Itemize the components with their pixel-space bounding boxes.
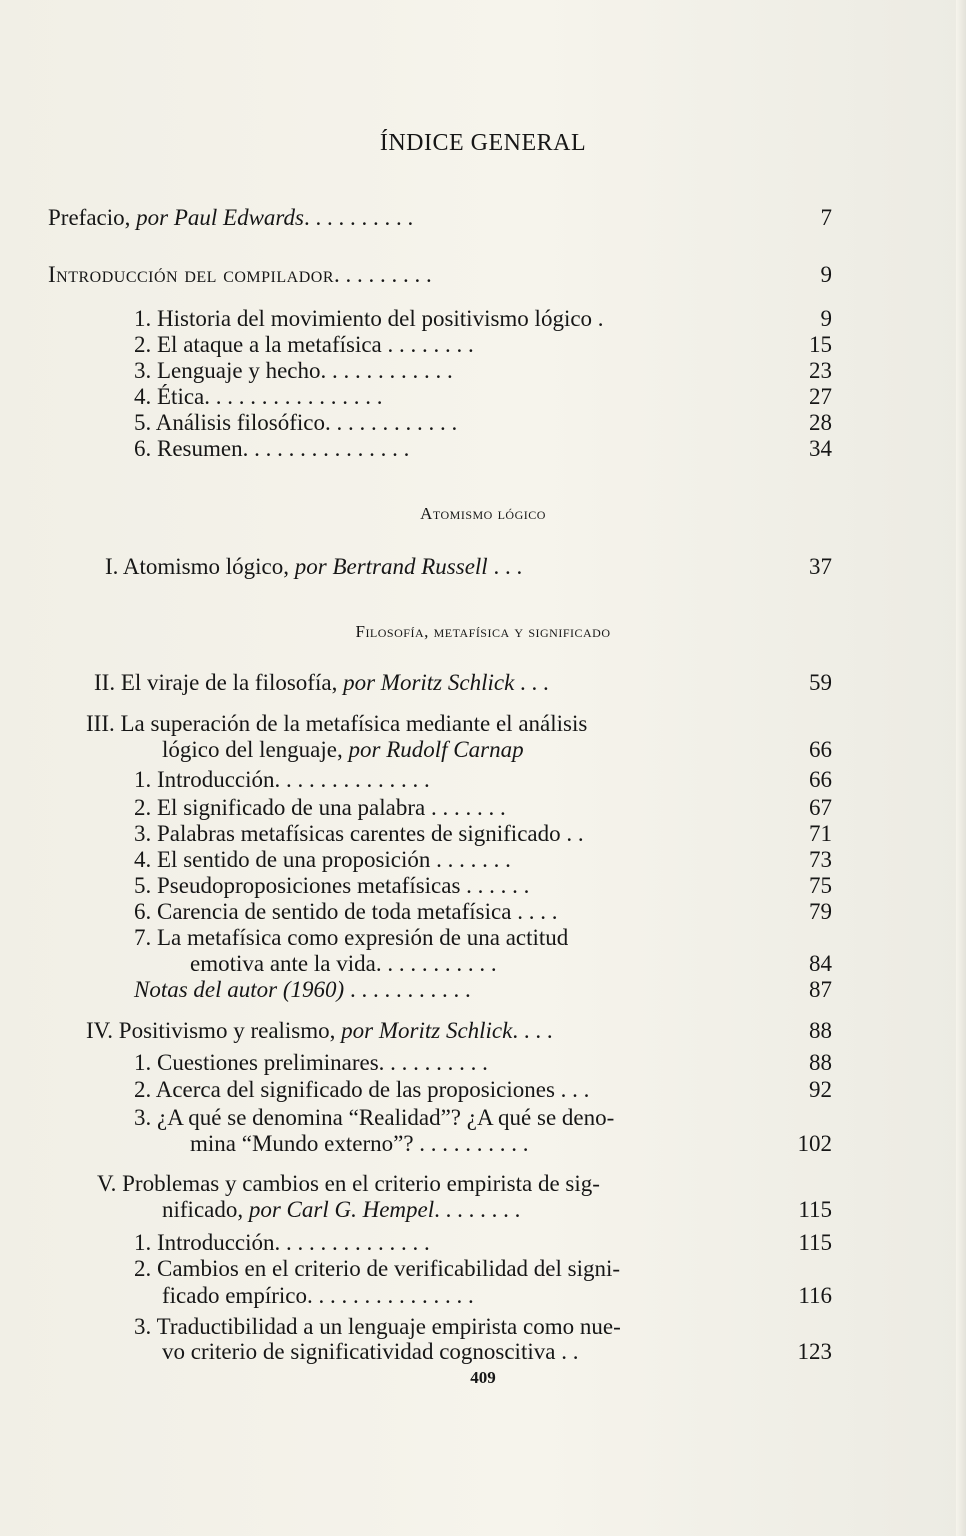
entry-label: Prefacio, — [48, 205, 137, 230]
entry-label: 3. Palabras metafísicas carentes de significado — [134, 821, 561, 846]
leader-dots: . . . . . . . . . . . — [344, 977, 471, 1002]
page-number: 102 — [797, 1131, 832, 1156]
entry-label: vo criterio de significatividad cognoscitiva — [162, 1339, 556, 1364]
page-number: 88 — [809, 1018, 832, 1043]
entry-label: 3. Traductibilidad a un lenguaje empirista como nue- — [134, 1314, 621, 1339]
page-number: 7 — [820, 205, 832, 230]
leader-dots: . . . . . . . . — [434, 1197, 521, 1222]
leader-dots: . — [592, 306, 604, 331]
leader-dots: . . . . . . . . — [381, 332, 474, 357]
leader-dots: . . . . . . . . . . . . . . — [274, 767, 430, 792]
entry-author: por Rudolf Carnap — [348, 737, 524, 762]
entry-label: lógico del lenguaje, — [162, 737, 349, 762]
entry-label: 5. Pseudoproposiciones metafísicas — [134, 873, 461, 898]
entry-label: 1. Cuestiones preliminares — [134, 1050, 379, 1075]
leader-dots: . . . . . . . . . . . . . . . . — [204, 384, 383, 409]
leader-dots: . . — [555, 1339, 579, 1364]
page-number: 115 — [798, 1197, 832, 1222]
leader-dots: . . . . . . . . . . . . . . — [274, 1230, 430, 1255]
entry-label: 3. ¿A qué se denomina “Realidad”? ¿A qué se deno- — [134, 1105, 615, 1130]
entry-label: III. La superación de la metafísica mediante el análisis — [86, 711, 588, 736]
entry-label: 4. Ética — [134, 384, 205, 409]
page-folio: 409 — [470, 1368, 496, 1387]
entry-label: emotiva ante la vida — [190, 951, 376, 976]
page-number: 9 — [820, 306, 832, 331]
page-number: 87 — [809, 977, 832, 1002]
entry-label: Introducción del compilador — [48, 262, 334, 287]
entry-label: 6. Resumen — [134, 436, 243, 461]
leader-dots: . . . . . . . . . . . . . . . — [306, 1283, 474, 1308]
leader-dots: . . . . . . . — [430, 847, 511, 872]
entry-label: 5. Análisis filosófico — [134, 410, 326, 435]
entry-label: 1. Introducción — [134, 767, 275, 792]
page-number: 84 — [809, 951, 832, 976]
entry-label: ficado empírico — [162, 1283, 307, 1308]
page-number: 9 — [820, 262, 832, 287]
entry-label: 1. Historia del movimiento del positivismo lógico — [134, 306, 593, 331]
page-number: 75 — [809, 873, 832, 898]
page-number: 59 — [809, 670, 832, 695]
entry-author: por Moritz Schlick — [343, 670, 515, 695]
page-number: 123 — [797, 1339, 832, 1364]
entry-label: II. El viraje de la filosofía, — [94, 670, 344, 695]
page-number: 37 — [809, 554, 832, 579]
leader-dots: . . — [560, 821, 584, 846]
entry-label: V. Problemas y cambios en el criterio empirista de sig- — [97, 1171, 600, 1196]
leader-dots: . . . . . . . . . . . . . . . — [242, 436, 410, 461]
leader-dots: . . . . . . — [460, 873, 530, 898]
page-number: 88 — [809, 1050, 832, 1075]
entry-author: por Bertrand Russell — [294, 554, 488, 579]
page-number: 34 — [809, 436, 832, 461]
leader-dots: . . . . — [511, 899, 558, 924]
entry-label: 2. Cambios en el criterio de verificabilidad del signi- — [134, 1256, 621, 1281]
page-number: 115 — [798, 1230, 832, 1255]
page-title: ÍNDICE GENERAL — [379, 130, 587, 156]
section-heading-atomismo: Atomismo lógico — [420, 504, 546, 523]
page-number: 73 — [809, 847, 832, 872]
leader-dots: . . . — [487, 554, 523, 579]
entry-label: mina “Mundo externo”? — [190, 1131, 414, 1156]
leader-dots: . . . . . . . . . . . . — [320, 358, 453, 383]
leader-dots: . . . . . . . . . . — [413, 1131, 529, 1156]
entry-label: 2. Acerca del significado de las proposiciones — [134, 1077, 555, 1102]
page-number: 23 — [809, 358, 832, 383]
page-number: 27 — [809, 384, 832, 409]
leader-dots: . . . . . . . . . . — [303, 205, 414, 230]
page-number: 66 — [809, 737, 832, 762]
section-heading-filosofia: Filosofía, metafísica y significado — [355, 622, 611, 641]
entry-author: por Paul Edwards — [136, 205, 304, 230]
page-number: 71 — [809, 821, 832, 846]
leader-dots: . . . — [554, 1077, 590, 1102]
page-number: 79 — [809, 899, 832, 924]
entry-label: 7. La metafísica como expresión de una actitud — [134, 925, 569, 950]
entry-label: 1. Introducción — [134, 1230, 275, 1255]
page-number: 28 — [809, 410, 832, 435]
entry-label: 6. Carencia de sentido de toda metafísica — [134, 899, 512, 924]
page-number: 15 — [809, 332, 832, 357]
entry-label: 4. El sentido de una proposición — [134, 847, 431, 872]
leader-dots: . . . . . . . . . — [334, 262, 432, 287]
entry-label: IV. Positivismo y realismo, — [86, 1018, 342, 1043]
page-number: 116 — [798, 1283, 832, 1308]
leader-dots: . . . — [514, 670, 549, 695]
entry-label: nificado, — [162, 1197, 249, 1222]
leader-dots: . . . . . . . . . . — [378, 1050, 488, 1075]
page-number: 67 — [809, 795, 832, 820]
entry-author: por Carl G. Hempel — [248, 1197, 435, 1222]
entry-label: 2. El significado de una palabra — [134, 795, 426, 820]
page-number: 92 — [809, 1077, 832, 1102]
leader-dots: . . . . . . . . . . . — [375, 951, 497, 976]
page-edge-shadow — [956, 0, 966, 1536]
leader-dots: . . . . — [512, 1018, 553, 1043]
entry-label: I. Atomismo lógico, — [105, 554, 295, 579]
entry-label: 3. Lenguaje y hecho — [134, 358, 321, 383]
entry-author: por Moritz Schlick — [341, 1018, 513, 1043]
page-number: 66 — [809, 767, 832, 792]
entry-label: 2. El ataque a la metafísica — [134, 332, 382, 357]
leader-dots: . . . . . . . — [425, 795, 506, 820]
leader-dots: . . . . . . . . . . . . — [325, 410, 458, 435]
entry-label: Notas del autor (1960) — [134, 977, 345, 1002]
